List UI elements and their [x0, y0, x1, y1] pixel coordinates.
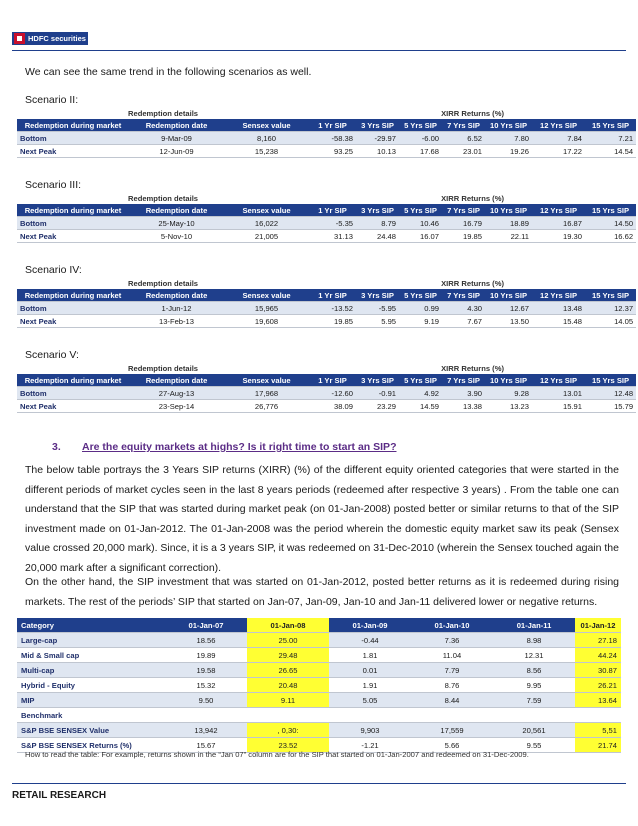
table-cell: 17,559	[411, 723, 493, 738]
column-header: Redemption date	[129, 374, 224, 387]
scenario-title: Scenario II:	[25, 94, 79, 106]
column-header: 01-Jan-11	[493, 618, 575, 633]
table-cell: -58.38	[309, 132, 356, 145]
column-header: 7 Yrs SIP	[442, 204, 485, 217]
table-cell: 26,776	[224, 400, 309, 413]
table-cell: 9.50	[165, 693, 247, 708]
table-cell: 27-Aug-13	[129, 387, 224, 400]
table-cell: 18.89	[485, 217, 532, 230]
scenario-column-header	[17, 204, 636, 217]
table-cell: 20.48	[247, 678, 329, 693]
table-cell: 14.50	[585, 217, 636, 230]
table-cell: 13.64	[575, 693, 621, 708]
table-cell: 20,561	[493, 723, 575, 738]
table-cell: 38.09	[309, 400, 356, 413]
row-label: Next Peak	[17, 230, 129, 243]
table-cell: 19.30	[532, 230, 585, 243]
column-header: 01-Jan-07	[165, 618, 247, 633]
brand-logo-mark-icon	[14, 33, 25, 44]
column-header: 7 Yrs SIP	[442, 374, 485, 387]
table-cell: 17.68	[399, 145, 442, 158]
column-header: 01-Jan-12	[575, 618, 621, 633]
row-label: Multi-cap	[17, 663, 165, 678]
column-header: Redemption date	[129, 289, 224, 302]
column-header: 12 Yrs SIP	[532, 374, 585, 387]
brand-name: HDFC securities	[28, 34, 86, 43]
paragraph-2: On the other hand, the SIP investment that was started on 01-Jan-2012, posted better returns as it is redeemed during rising markets. The rest of the periods’ SIP that started on Jan-07, Jan-09, Jan-10 and Jan-11 delivered lower or negative returns.	[25, 576, 619, 608]
column-header: 15 Yrs SIP	[585, 204, 636, 217]
column-header: Redemption date	[129, 204, 224, 217]
table-cell: 16.87	[532, 217, 585, 230]
table-cell: 1-Jun-12	[129, 302, 224, 315]
question-heading	[52, 441, 396, 453]
row-label: S&P BSE SENSEX Returns (%)	[17, 738, 165, 753]
table-row	[17, 400, 636, 413]
row-label: Next Peak	[17, 315, 129, 328]
table-cell: 25.00	[247, 633, 329, 648]
table-row	[17, 723, 621, 738]
scenario-table	[17, 107, 636, 158]
column-header: 15 Yrs SIP	[585, 374, 636, 387]
table-cell: 9.95	[493, 678, 575, 693]
table-cell: 22.11	[485, 230, 532, 243]
column-header: 5 Yrs SIP	[399, 374, 442, 387]
table-cell: 93.25	[309, 145, 356, 158]
column-header: Category	[17, 618, 165, 633]
redemption-details-header: Redemption details	[17, 277, 309, 289]
table-cell: 26.65	[247, 663, 329, 678]
column-header: 7 Yrs SIP	[442, 289, 485, 302]
table-cell: 1.91	[329, 678, 411, 693]
table-row	[17, 132, 636, 145]
table-cell: 16.07	[399, 230, 442, 243]
column-header: 1 Yr SIP	[309, 119, 356, 132]
table-row	[17, 387, 636, 400]
table-cell: 1.81	[329, 648, 411, 663]
redemption-details-header: Redemption details	[17, 362, 309, 374]
table-cell: 9.11	[247, 693, 329, 708]
table-row	[17, 693, 621, 708]
column-header: 10 Yrs SIP	[485, 374, 532, 387]
table-cell: 13.23	[485, 400, 532, 413]
redemption-details-header: Redemption details	[17, 107, 309, 119]
column-header: Redemption during market	[17, 289, 129, 302]
row-label: Hybrid - Equity	[17, 678, 165, 693]
table-cell: 13.01	[532, 387, 585, 400]
table-cell: 44.24	[575, 648, 621, 663]
column-header: 10 Yrs SIP	[485, 119, 532, 132]
paragraph-1: The below table portrays the 3 Years SIP returns (XIRR) (%) of the different equity oriented categories that were started in the different periods of market cycles seen in the last 8 years periods (redeemed after respective 3 years) . From the table one can understand that the SIP that was started during market peak (on 01-Jan-2008) posted better or similar returns to that of the SIP investment made on 01-Jan-2012. The 01-Jan-2008 was the period wherein the domestic equity market saw its peak (Sensex value crossed 20,000 mark). Since, it is a 3 years SIP, it was redeemed on 31-Dec-2010 (wherein the Sensex touched again the 20,000 mark after a significant correction).	[25, 464, 619, 574]
table-cell: 5.95	[356, 315, 399, 328]
table-cell: 5.66	[411, 738, 493, 753]
header-divider	[12, 50, 626, 51]
column-header: 5 Yrs SIP	[399, 204, 442, 217]
table-cell: -0.91	[356, 387, 399, 400]
question-text: Are the equity markets at highs? Is it right time to start an SIP?	[82, 441, 397, 453]
brand-logo	[12, 32, 88, 45]
scenario-group-header	[17, 192, 636, 204]
scenario-column-header	[17, 119, 636, 132]
table-cell: 19.58	[165, 663, 247, 678]
table-cell: 7.59	[493, 693, 575, 708]
table-cell: 7.84	[532, 132, 585, 145]
xirr-returns-header: XIRR Returns (%)	[309, 107, 636, 119]
column-header: Sensex value	[224, 374, 309, 387]
table-cell: 16.62	[585, 230, 636, 243]
table-cell: 8.76	[411, 678, 493, 693]
table-cell: 12-Jun-09	[129, 145, 224, 158]
table-cell: 19,608	[224, 315, 309, 328]
table-cell: -0.44	[329, 633, 411, 648]
table-cell: 6.52	[442, 132, 485, 145]
table-cell: 5-Nov-10	[129, 230, 224, 243]
column-header: 15 Yrs SIP	[585, 119, 636, 132]
column-header: 01-Jan-09	[329, 618, 411, 633]
table-cell: -12.60	[309, 387, 356, 400]
table-cell: 13.38	[442, 400, 485, 413]
row-label: MIP	[17, 693, 165, 708]
table-cell: 23-Sep-14	[129, 400, 224, 413]
row-label: Large-cap	[17, 633, 165, 648]
column-header: 10 Yrs SIP	[485, 289, 532, 302]
table-cell: 15,238	[224, 145, 309, 158]
column-header: Redemption during market	[17, 119, 129, 132]
table-cell: 16.79	[442, 217, 485, 230]
table-cell: 9.19	[399, 315, 442, 328]
table-cell: -6.00	[399, 132, 442, 145]
table-cell: 0.01	[329, 663, 411, 678]
table-cell: 7.80	[485, 132, 532, 145]
table-cell: 19.85	[309, 315, 356, 328]
table-cell: 13.48	[532, 302, 585, 315]
table-cell: 19.26	[485, 145, 532, 158]
row-label: S&P BSE SENSEX Value	[17, 723, 165, 738]
xirr-returns-header: XIRR Returns (%)	[309, 277, 636, 289]
table-cell: 19.89	[165, 648, 247, 663]
table-cell: 29.48	[247, 648, 329, 663]
column-header: Sensex value	[224, 119, 309, 132]
table-cell: 11.04	[411, 648, 493, 663]
scenario-group-header	[17, 277, 636, 289]
footer-divider	[12, 783, 626, 784]
table-cell: 12.31	[493, 648, 575, 663]
column-header: 12 Yrs SIP	[532, 204, 585, 217]
redemption-details-header: Redemption details	[17, 192, 309, 204]
column-header: 10 Yrs SIP	[485, 204, 532, 217]
table-cell: 5.05	[329, 693, 411, 708]
table-cell: 18.56	[165, 633, 247, 648]
intro-text: We can see the same trend in the following scenarios as well.	[25, 66, 312, 78]
benchmark-row	[17, 708, 621, 723]
table-cell: 7.79	[411, 663, 493, 678]
table-cell: -5.95	[356, 302, 399, 315]
table-cell: 17,968	[224, 387, 309, 400]
table-row	[17, 315, 636, 328]
table-cell: 9.28	[485, 387, 532, 400]
table-cell: 8,160	[224, 132, 309, 145]
table-cell: 12.48	[585, 387, 636, 400]
table-cell: 13-Feb-13	[129, 315, 224, 328]
table-row	[17, 633, 621, 648]
column-header: 12 Yrs SIP	[532, 289, 585, 302]
table-cell: 0.99	[399, 302, 442, 315]
row-label: Mid & Small cap	[17, 648, 165, 663]
scenario-title: Scenario V:	[25, 349, 79, 361]
column-header: Redemption during market	[17, 204, 129, 217]
table-cell: 13,942	[165, 723, 247, 738]
question-number: 3.	[52, 441, 61, 453]
table-cell: 23.29	[356, 400, 399, 413]
row-label: Bottom	[17, 217, 129, 230]
column-header: Redemption date	[129, 119, 224, 132]
table-cell: 5,51	[575, 723, 621, 738]
row-label: Bottom	[17, 387, 129, 400]
scenario-table	[17, 362, 636, 413]
table-cell: 3.90	[442, 387, 485, 400]
table-row	[17, 302, 636, 315]
scenario-table	[17, 277, 636, 328]
table-cell: 15,965	[224, 302, 309, 315]
column-header: 5 Yrs SIP	[399, 119, 442, 132]
table-cell: 14.54	[585, 145, 636, 158]
table-cell: 24.48	[356, 230, 399, 243]
table-cell: -5.35	[309, 217, 356, 230]
table-cell: -29.97	[356, 132, 399, 145]
table-row	[17, 678, 621, 693]
xirr-returns-header: XIRR Returns (%)	[309, 362, 636, 374]
scenario-column-header	[17, 374, 636, 387]
table-cell: 9,903	[329, 723, 411, 738]
row-label: Next Peak	[17, 400, 129, 413]
row-label: Next Peak	[17, 145, 129, 158]
column-header: Sensex value	[224, 289, 309, 302]
table-row	[17, 217, 636, 230]
category-column-header	[17, 618, 621, 633]
table-row	[17, 648, 621, 663]
column-header: 3 Yrs SIP	[356, 119, 399, 132]
table-cell: 12.67	[485, 302, 532, 315]
table-cell: 7.21	[585, 132, 636, 145]
table-cell: 12.37	[585, 302, 636, 315]
table-cell: 23.01	[442, 145, 485, 158]
table-cell: 23.52	[247, 738, 329, 753]
table-cell: 19.85	[442, 230, 485, 243]
column-header: Redemption during market	[17, 374, 129, 387]
table-cell: 7.67	[442, 315, 485, 328]
row-label: Bottom	[17, 132, 129, 145]
table-cell: 14.59	[399, 400, 442, 413]
table-cell: 15.79	[585, 400, 636, 413]
table-cell: 31.13	[309, 230, 356, 243]
table-cell: 30.87	[575, 663, 621, 678]
table-cell: 13.50	[485, 315, 532, 328]
xirr-returns-header: XIRR Returns (%)	[309, 192, 636, 204]
table-cell: 15.67	[165, 738, 247, 753]
table-cell: 16,022	[224, 217, 309, 230]
category-returns-table	[17, 618, 621, 753]
row-label: Bottom	[17, 302, 129, 315]
table-cell: 4.30	[442, 302, 485, 315]
table-cell: 27.18	[575, 633, 621, 648]
table-cell: 9-Mar-09	[129, 132, 224, 145]
table-cell: 21.74	[575, 738, 621, 753]
column-header: 15 Yrs SIP	[585, 289, 636, 302]
table-cell: 4.92	[399, 387, 442, 400]
column-header: 1 Yr SIP	[309, 289, 356, 302]
footer-label: RETAIL RESEARCH	[12, 790, 107, 801]
column-header: 7 Yrs SIP	[442, 119, 485, 132]
table-cell: 8.44	[411, 693, 493, 708]
table-cell: 17.22	[532, 145, 585, 158]
table-cell: -1.21	[329, 738, 411, 753]
column-header: 01-Jan-10	[411, 618, 493, 633]
table-cell: , 0,30:	[247, 723, 329, 738]
column-header: Sensex value	[224, 204, 309, 217]
table-cell: 14.05	[585, 315, 636, 328]
scenario-column-header	[17, 289, 636, 302]
scenario-group-header	[17, 362, 636, 374]
table-cell: 15.91	[532, 400, 585, 413]
table-row	[17, 145, 636, 158]
column-header: 1 Yr SIP	[309, 374, 356, 387]
scenario-table	[17, 192, 636, 243]
column-header: 3 Yrs SIP	[356, 374, 399, 387]
benchmark-label: Benchmark	[17, 708, 621, 723]
table-row	[17, 663, 621, 678]
scenario-title: Scenario III:	[25, 179, 82, 191]
column-header: 12 Yrs SIP	[532, 119, 585, 132]
column-header: 3 Yrs SIP	[356, 289, 399, 302]
table-cell: 10.46	[399, 217, 442, 230]
table-cell: 26.21	[575, 678, 621, 693]
table-cell: -13.52	[309, 302, 356, 315]
table-cell: 15.48	[532, 315, 585, 328]
table-cell: 8.79	[356, 217, 399, 230]
table-cell: 8.56	[493, 663, 575, 678]
scenario-group-header	[17, 107, 636, 119]
column-header: 3 Yrs SIP	[356, 204, 399, 217]
column-header: 5 Yrs SIP	[399, 289, 442, 302]
table-cell: 7.36	[411, 633, 493, 648]
table-cell: 21,005	[224, 230, 309, 243]
table-reading-note: How to read the table: For example, returns shown in the “Jan 07” column are for the SIP that started on 01-Jan-2007 and redeemed on 31-Dec-2009.	[25, 750, 529, 759]
table-cell: 9.55	[493, 738, 575, 753]
column-header: 01-Jan-08	[247, 618, 329, 633]
table-cell: 15.32	[165, 678, 247, 693]
table-cell: 10.13	[356, 145, 399, 158]
table-cell: 8.98	[493, 633, 575, 648]
column-header: 1 Yr SIP	[309, 204, 356, 217]
scenario-title: Scenario IV:	[25, 264, 82, 276]
table-row	[17, 230, 636, 243]
table-cell: 25-May-10	[129, 217, 224, 230]
